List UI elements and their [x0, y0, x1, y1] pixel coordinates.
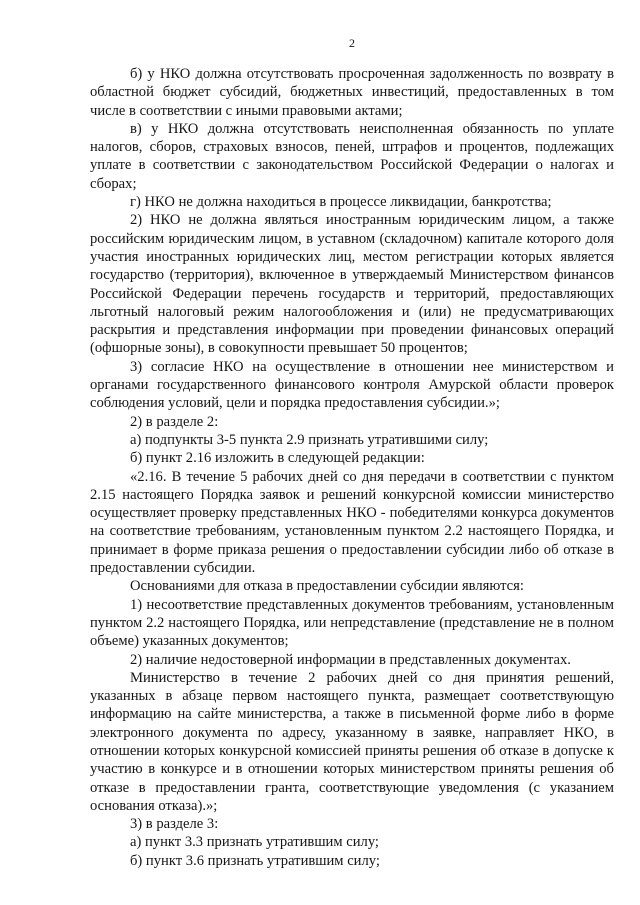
paragraph-b-debt: б) у НКО должна отсутствовать просроченная задолженность по возврату в областной бюджет субсидий, бюджетных инвестиций, предоставленных в том числе в соответствии с иными правовыми актами; [90, 66, 614, 119]
paragraph-section-3: 3) в разделе 3: [130, 816, 219, 833]
paragraph-2-16-text: «2.16. В течение 5 рабочих дней со дня передачи в соответствии с пунктом 2.15 настоящего Порядка заявок и решений конкурсной комиссии министерство осуществляет проверку представленных НКО - победителями конкурса документов на соответствие требованиям, установленным пунктом 2.2 настоящего Порядка, и принимает в форме приказа решения о предоставлении субсидии либо об отказе в предоставлении субсидии. [90, 468, 614, 577]
paragraph-2-foreign-entity: 2) НКО не должна являться иностранным юридическим лицом, а также российским юридическим лицом, в уставном (складочном) капитале которого доля участия иностранных юридических лиц, местом регистрации которых является государство (территория), включенное в утверждаемый Министерством финансов Российской Федерации перечень государств и территорий, предоставляющих льготный налоговый режим налогообложения и (или) не предусматривающих раскрытия и представления информации при проведении финансовых операций (офшорные зоны), в совокупности превышает 50 процентов; [90, 212, 614, 357]
paragraph-b-item-2-16: б) пункт 2.16 изложить в следующей редакции: [130, 450, 425, 467]
paragraph-g-liquidation: г) НКО не должна находиться в процессе ликвидации, банкротства; [130, 194, 552, 211]
paragraph-item-3-6: б) пункт 3.6 признать утратившим силу; [130, 852, 380, 869]
paragraph-section-2: 2) в разделе 2: [130, 413, 219, 430]
paragraph-a-subitems: а) подпункты 3-5 пункта 2.9 признать утратившими силу; [130, 431, 489, 448]
paragraph-refusal-1: 1) несоответствие представленных документов требованиям, установленным пунктом 2.2 настоящего Порядка, или непредставление (представление не в полном объеме) указанных документов; [90, 596, 614, 650]
paragraph-v-taxes: в) у НКО должна отсутствовать неисполненная обязанность по уплате налогов, сборов, страховых взносов, пеней, штрафов и процентов, подлежащих уплате в соответствии с законодательством Российской Федерации о налогах и сборах; [90, 120, 614, 192]
paragraph-refusal-grounds: Основаниями для отказа в предоставлении субсидии являются: [130, 578, 524, 595]
paragraph-item-3-3: а) пункт 3.3 признать утратившим силу; [130, 834, 379, 851]
paragraph-ministry-notice: Министерство в течение 2 рабочих дней со дня принятия решений, указанных в абзаце первом настоящего пункта, размещает соответствующую информацию на сайте министерства, а также в письменной форме либо в форме электронного документа по адресу, указанному в заявке, направляет НКО, в отношении которых конкурсной комиссией приняты решения об отказе в допуске к участию в конкурсе и в отношении которых министерством приняты решения об отказе в предоставлении гранта, соответствующие уведомления (с указанием основания отказа).»; [90, 669, 614, 814]
document-body [90, 65, 614, 870]
paragraph-3-consent: 3) согласие НКО на осуществление в отношении нее министерством и органами государственного финансового контроля Амурской области проверок соблюдения условий, цели и порядка предоставления субсидии.»; [90, 358, 614, 412]
page-number: 2 [349, 36, 355, 50]
paragraph-refusal-2: 2) наличие недостоверной информации в представленных документах. [130, 651, 571, 668]
